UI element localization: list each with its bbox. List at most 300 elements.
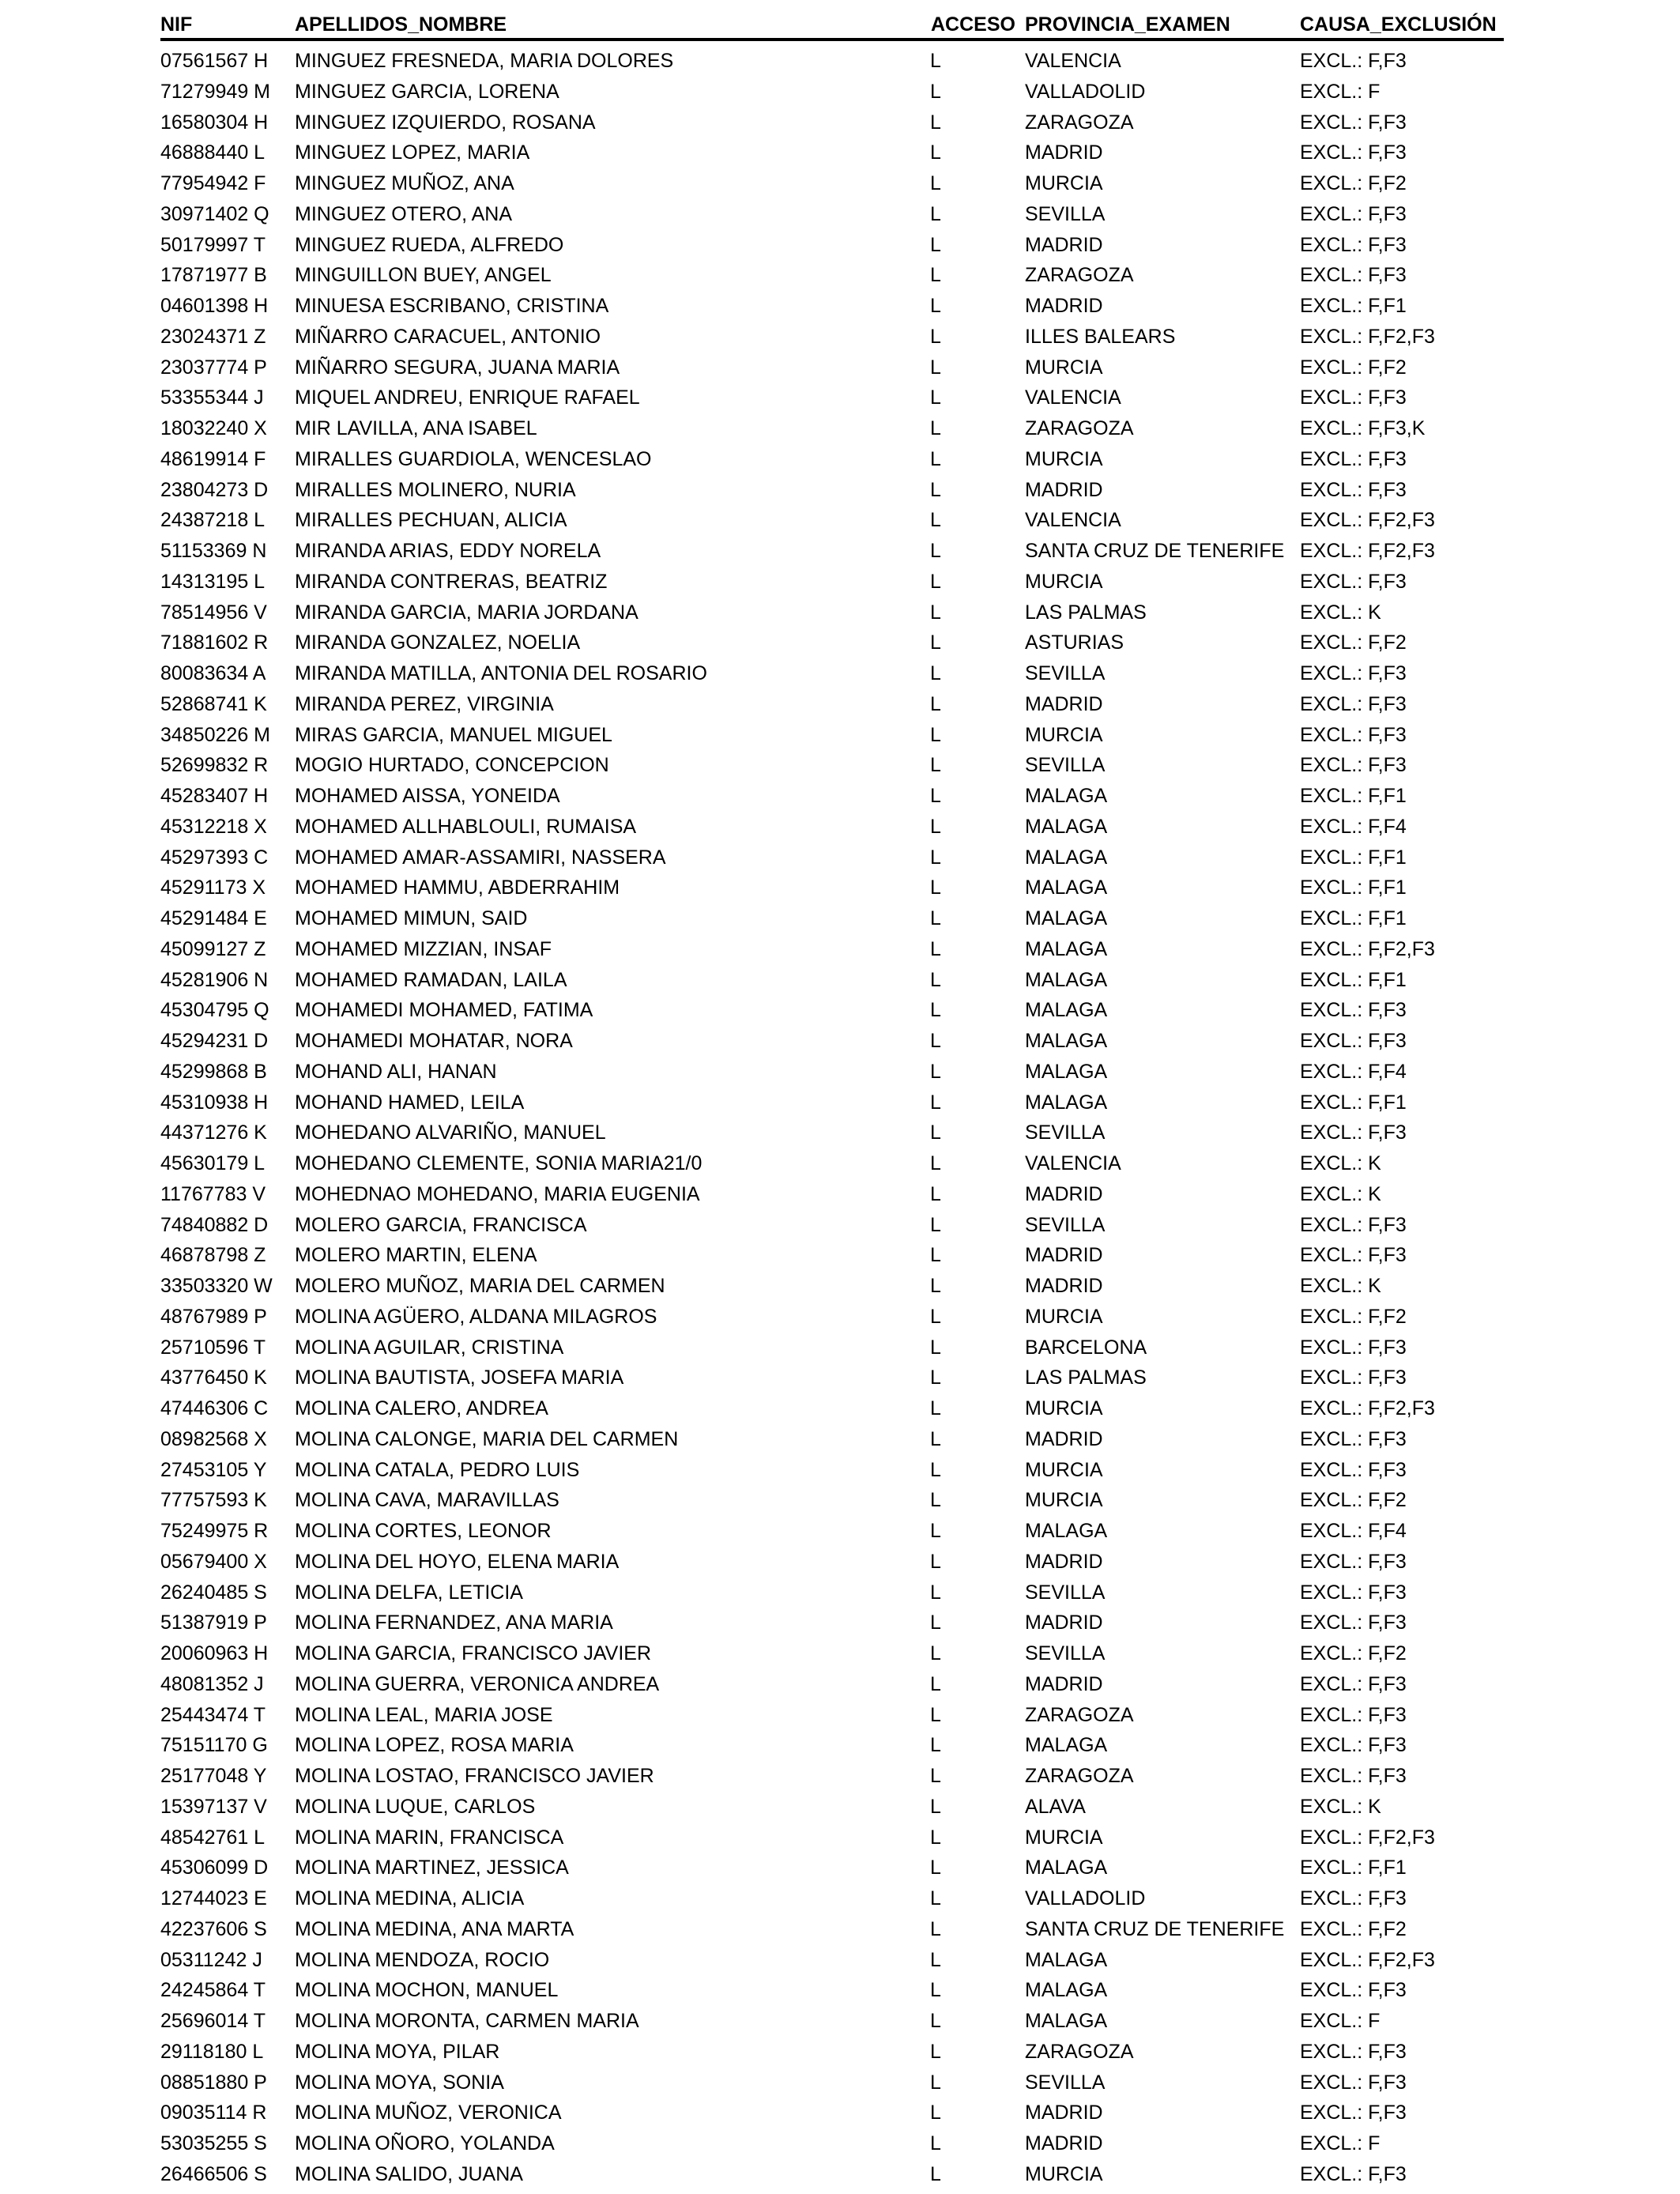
table-row: [160, 720, 1504, 751]
row-nif: 45306099 D: [160, 1857, 269, 1879]
row-nif: 71881602 R: [160, 631, 269, 654]
row-causa-exclusion: EXCL.: F,F3: [1300, 1213, 1407, 1236]
row-causa-exclusion: EXCL.: F,F3: [1300, 1734, 1407, 1757]
row-apellidos-nombre: MIÑARRO SEGURA, JUANA MARIA: [295, 356, 620, 379]
row-causa-exclusion: EXCL.: F,F3: [1300, 754, 1407, 777]
row-nif: 51387919 P: [160, 1612, 267, 1634]
table-row: [160, 1179, 1504, 1210]
row-causa-exclusion: EXCL.: F: [1300, 2010, 1381, 2032]
table-row: [160, 903, 1504, 934]
row-causa-exclusion: EXCL.: F,F3: [1300, 1979, 1407, 2002]
table-row: [160, 291, 1504, 322]
row-provincia-examen: MALAGA: [1025, 815, 1108, 838]
row-acceso: L: [930, 1244, 941, 1267]
table-row: [160, 781, 1504, 812]
row-causa-exclusion: EXCL.: F,F3: [1300, 1122, 1407, 1144]
row-causa-exclusion: EXCL.: F,F2,F3: [1300, 540, 1435, 562]
row-provincia-examen: MADRID: [1025, 295, 1103, 317]
row-apellidos-nombre: MINGUEZ GARCIA, LORENA: [295, 80, 559, 103]
row-provincia-examen: VALLADOLID: [1025, 80, 1146, 103]
row-provincia-examen: MURCIA: [1025, 1305, 1103, 1328]
row-provincia-examen: MADRID: [1025, 1182, 1103, 1205]
row-causa-exclusion: EXCL.: F,F3: [1300, 1427, 1407, 1450]
row-nif: 77954942 F: [160, 172, 266, 194]
row-apellidos-nombre: MINGUEZ IZQUIERDO, ROSANA: [295, 111, 596, 134]
row-acceso: L: [930, 2071, 941, 2094]
row-apellidos-nombre: MOLINA CALONGE, MARIA DEL CARMEN: [295, 1427, 679, 1450]
row-provincia-examen: MALAGA: [1025, 1979, 1108, 2002]
row-causa-exclusion: EXCL.: F,F3: [1300, 478, 1407, 501]
row-nif: 80083634 A: [160, 662, 266, 684]
row-apellidos-nombre: MOLINA MEDINA, ALICIA: [295, 1887, 525, 1909]
row-causa-exclusion: EXCL.: F,F3: [1300, 50, 1407, 72]
row-nif: 78514956 V: [160, 601, 267, 624]
row-apellidos-nombre: MOLINA GARCIA, FRANCISCO JAVIER: [295, 1642, 652, 1664]
row-nif: 45291484 E: [160, 907, 267, 929]
row-provincia-examen: ZARAGOZA: [1025, 264, 1134, 287]
row-causa-exclusion: EXCL.: F,F4: [1300, 1060, 1407, 1083]
table-row: [160, 689, 1504, 720]
row-provincia-examen: ILLES BALEARS: [1025, 325, 1176, 348]
row-apellidos-nombre: MIR LAVILLA, ANA ISABEL: [295, 417, 537, 439]
row-nif: 30971402 Q: [160, 202, 269, 225]
row-provincia-examen: ASTURIAS: [1025, 631, 1124, 654]
row-provincia-examen: MALAGA: [1025, 2010, 1108, 2032]
row-nif: 48619914 F: [160, 447, 266, 470]
row-causa-exclusion: EXCL.: F,F3: [1300, 723, 1407, 746]
row-apellidos-nombre: MIRANDA ARIAS, EDDY NORELA: [295, 540, 601, 562]
row-causa-exclusion: EXCL.: F,F2: [1300, 1305, 1407, 1328]
row-causa-exclusion: EXCL.: F,F2: [1300, 356, 1407, 379]
row-provincia-examen: SEVILLA: [1025, 1581, 1106, 1604]
row-acceso: L: [930, 2102, 941, 2124]
row-acceso: L: [930, 1857, 941, 1879]
row-causa-exclusion: EXCL.: K: [1300, 1152, 1381, 1174]
row-provincia-examen: MADRID: [1025, 1427, 1103, 1450]
row-acceso: L: [930, 723, 941, 746]
table-row: [160, 1148, 1504, 1179]
row-causa-exclusion: EXCL.: F,F3: [1300, 1703, 1407, 1726]
row-acceso: L: [930, 417, 941, 439]
table-header-row: [160, 11, 1504, 41]
row-acceso: L: [930, 1765, 941, 1787]
row-apellidos-nombre: MOLINA CALERO, ANDREA: [295, 1397, 548, 1419]
row-nif: 24387218 L: [160, 509, 266, 532]
table-row: [160, 352, 1504, 383]
row-apellidos-nombre: MOLINA CATALA, PEDRO LUIS: [295, 1458, 580, 1481]
row-acceso: L: [930, 662, 941, 684]
table-row: [160, 1210, 1504, 1241]
table-row: [160, 2098, 1504, 2128]
row-provincia-examen: MURCIA: [1025, 356, 1103, 379]
row-acceso: L: [930, 1887, 941, 1909]
row-nif: 52868741 K: [160, 692, 267, 715]
table-row: [160, 1302, 1504, 1333]
row-nif: 18032240 X: [160, 417, 267, 439]
row-causa-exclusion: EXCL.: F,F3: [1300, 1367, 1407, 1389]
row-acceso: L: [930, 509, 941, 532]
row-acceso: L: [930, 1672, 941, 1695]
row-apellidos-nombre: MIRALLES GUARDIOLA, WENCESLAO: [295, 447, 652, 470]
row-causa-exclusion: EXCL.: F,F3: [1300, 999, 1407, 1022]
row-nif: 45310938 H: [160, 1091, 269, 1114]
row-apellidos-nombre: MOLINA LEAL, MARIA JOSE: [295, 1703, 553, 1726]
row-nif: 42237606 S: [160, 1917, 267, 1940]
row-provincia-examen: VALENCIA: [1025, 50, 1121, 72]
row-nif: 45304795 Q: [160, 999, 269, 1022]
row-apellidos-nombre: MOLINA LUQUE, CARLOS: [295, 1795, 536, 1818]
table-row: [160, 46, 1504, 77]
row-provincia-examen: MALAGA: [1025, 1857, 1108, 1879]
header-nif: NIF: [160, 13, 193, 36]
row-apellidos-nombre: MINGUEZ RUEDA, ALFREDO: [295, 233, 564, 256]
row-causa-exclusion: EXCL.: F,F3: [1300, 1672, 1407, 1695]
row-provincia-examen: MURCIA: [1025, 1489, 1103, 1512]
row-apellidos-nombre: MOLINA SALIDO, JUANA: [295, 2162, 523, 2185]
row-acceso: L: [930, 233, 941, 256]
row-acceso: L: [930, 447, 941, 470]
row-apellidos-nombre: MOHAMEDI MOHAMED, FATIMA: [295, 999, 593, 1022]
row-nif: 74840882 D: [160, 1213, 269, 1236]
row-acceso: L: [930, 1612, 941, 1634]
row-apellidos-nombre: MOHAMED AISSA, YONEIDA: [295, 785, 560, 807]
row-acceso: L: [930, 1367, 941, 1389]
row-acceso: L: [930, 846, 941, 869]
table-row: [160, 1271, 1504, 1302]
header-provincia-examen: PROVINCIA_EXAMEN: [1025, 13, 1230, 36]
row-acceso: L: [930, 1397, 941, 1419]
row-provincia-examen: BARCELONA: [1025, 1336, 1147, 1359]
row-apellidos-nombre: MOLINA MUÑOZ, VERONICA: [295, 2102, 562, 2124]
table-row: [160, 812, 1504, 843]
row-apellidos-nombre: MINUESA ESCRIBANO, CRISTINA: [295, 295, 609, 317]
row-acceso: L: [930, 172, 941, 194]
row-nif: 25177048 Y: [160, 1765, 267, 1787]
table-row: [160, 1638, 1504, 1669]
row-causa-exclusion: EXCL.: F,F3: [1300, 692, 1407, 715]
table-row: [160, 658, 1504, 689]
row-causa-exclusion: EXCL.: F,F3: [1300, 1030, 1407, 1052]
row-nif: 45297393 C: [160, 846, 269, 869]
row-causa-exclusion: EXCL.: F,F3: [1300, 1765, 1407, 1787]
row-causa-exclusion: EXCL.: F,F2: [1300, 1642, 1407, 1664]
row-nif: 45630179 L: [160, 1152, 266, 1174]
row-apellidos-nombre: MOLINA MEDINA, ANA MARTA: [295, 1917, 574, 1940]
row-acceso: L: [930, 1275, 941, 1297]
row-provincia-examen: MURCIA: [1025, 723, 1103, 746]
row-acceso: L: [930, 1703, 941, 1726]
row-apellidos-nombre: MOLINA CORTES, LEONOR: [295, 1520, 552, 1542]
row-apellidos-nombre: MINGUEZ FRESNEDA, MARIA DOLORES: [295, 50, 674, 72]
row-acceso: L: [930, 1795, 941, 1818]
table-row: [160, 168, 1504, 199]
row-nif: 24245864 T: [160, 1979, 266, 2002]
row-causa-exclusion: EXCL.: F,F1: [1300, 1857, 1407, 1879]
row-nif: 08851880 P: [160, 2071, 267, 2094]
row-causa-exclusion: EXCL.: F,F1: [1300, 785, 1407, 807]
row-nif: 45312218 X: [160, 815, 267, 838]
row-nif: 05679400 X: [160, 1550, 267, 1573]
row-nif: 45283407 H: [160, 785, 269, 807]
row-nif: 17871977 B: [160, 264, 267, 287]
row-acceso: L: [930, 325, 941, 348]
table-row: [160, 2159, 1504, 2190]
row-provincia-examen: SEVILLA: [1025, 1213, 1106, 1236]
row-provincia-examen: MALAGA: [1025, 907, 1108, 929]
row-causa-exclusion: EXCL.: F,F2: [1300, 1917, 1407, 1940]
row-nif: 45294231 D: [160, 1030, 269, 1052]
row-nif: 71279949 M: [160, 80, 271, 103]
row-provincia-examen: MADRID: [1025, 233, 1103, 256]
row-acceso: L: [930, 2162, 941, 2185]
row-nif: 48081352 J: [160, 1672, 264, 1695]
row-nif: 23037774 P: [160, 356, 267, 379]
table-row: [160, 1975, 1504, 2006]
row-causa-exclusion: EXCL.: K: [1300, 1795, 1381, 1818]
row-apellidos-nombre: MOHAMED ALLHABLOULI, RUMAISA: [295, 815, 637, 838]
row-causa-exclusion: EXCL.: F,F2,F3: [1300, 937, 1435, 960]
row-causa-exclusion: EXCL.: F,F4: [1300, 1520, 1407, 1542]
row-acceso: L: [930, 1550, 941, 1573]
row-apellidos-nombre: MOHAMED MIZZIAN, INSAF: [295, 937, 552, 960]
row-provincia-examen: MALAGA: [1025, 846, 1108, 869]
row-causa-exclusion: EXCL.: F,F3: [1300, 1581, 1407, 1604]
table-row: [160, 1945, 1504, 1976]
row-acceso: L: [930, 876, 941, 899]
row-nif: 08982568 X: [160, 1427, 267, 1450]
row-apellidos-nombre: MIRALLES PECHUAN, ALICIA: [295, 509, 567, 532]
row-causa-exclusion: EXCL.: F,F3: [1300, 111, 1407, 134]
row-nif: 15397137 V: [160, 1795, 267, 1818]
row-causa-exclusion: EXCL.: F,F2,F3: [1300, 1948, 1435, 1971]
row-apellidos-nombre: MOLINA CAVA, MARAVILLAS: [295, 1489, 559, 1512]
row-acceso: L: [930, 540, 941, 562]
row-provincia-examen: MALAGA: [1025, 785, 1108, 807]
row-causa-exclusion: EXCL.: F,F1: [1300, 907, 1407, 929]
row-nif: 48542761 L: [160, 1826, 266, 1849]
row-provincia-examen: MURCIA: [1025, 172, 1103, 194]
row-causa-exclusion: EXCL.: F,F3: [1300, 2102, 1407, 2124]
row-causa-exclusion: EXCL.: F,F1: [1300, 876, 1407, 899]
row-causa-exclusion: EXCL.: F,F3: [1300, 662, 1407, 684]
row-causa-exclusion: EXCL.: F,F3: [1300, 202, 1407, 225]
row-acceso: L: [930, 1152, 941, 1174]
row-apellidos-nombre: MOLINA DEL HOYO, ELENA MARIA: [295, 1550, 620, 1573]
table-row: [160, 322, 1504, 352]
row-causa-exclusion: EXCL.: K: [1300, 1182, 1381, 1205]
table-row: [160, 138, 1504, 168]
table-row: [160, 965, 1504, 996]
row-provincia-examen: SEVILLA: [1025, 662, 1106, 684]
row-nif: 26466506 S: [160, 2162, 267, 2185]
table-row: [160, 1363, 1504, 1393]
row-acceso: L: [930, 80, 941, 103]
row-apellidos-nombre: MOLINA MARTINEZ, JESSICA: [295, 1857, 569, 1879]
row-causa-exclusion: EXCL.: F,F3,K: [1300, 417, 1426, 439]
row-nif: 45281906 N: [160, 968, 269, 991]
row-causa-exclusion: EXCL.: F,F3: [1300, 386, 1407, 409]
table-row: [160, 1240, 1504, 1271]
row-nif: 09035114 R: [160, 2102, 267, 2124]
row-provincia-examen: MADRID: [1025, 141, 1103, 164]
row-provincia-examen: MALAGA: [1025, 999, 1108, 1022]
row-acceso: L: [930, 50, 941, 72]
row-provincia-examen: SEVILLA: [1025, 1642, 1106, 1664]
row-acceso: L: [930, 1826, 941, 1849]
table-row: [160, 1853, 1504, 1883]
row-causa-exclusion: EXCL.: F,F2,F3: [1300, 1397, 1435, 1419]
table-row: [160, 1792, 1504, 1823]
row-provincia-examen: ZARAGOZA: [1025, 1703, 1134, 1726]
row-acceso: L: [930, 478, 941, 501]
row-causa-exclusion: EXCL.: F,F3: [1300, 233, 1407, 256]
row-acceso: L: [930, 1336, 941, 1359]
row-acceso: L: [930, 1305, 941, 1328]
row-acceso: L: [930, 1979, 941, 2002]
row-causa-exclusion: EXCL.: F,F3: [1300, 1887, 1407, 1909]
row-acceso: L: [930, 1122, 941, 1144]
table-row: [160, 1761, 1504, 1792]
row-acceso: L: [930, 202, 941, 225]
row-provincia-examen: MADRID: [1025, 1672, 1103, 1695]
row-apellidos-nombre: MINGUEZ OTERO, ANA: [295, 202, 513, 225]
row-apellidos-nombre: MOLINA OÑORO, YOLANDA: [295, 2132, 555, 2154]
table-row: [160, 1578, 1504, 1608]
row-provincia-examen: MALAGA: [1025, 1030, 1108, 1052]
row-nif: 25696014 T: [160, 2010, 266, 2032]
row-apellidos-nombre: MIRALLES MOLINERO, NURIA: [295, 478, 576, 501]
row-provincia-examen: MALAGA: [1025, 1091, 1108, 1114]
row-apellidos-nombre: MOLINA MARIN, FRANCISCA: [295, 1826, 564, 1849]
row-acceso: L: [930, 1427, 941, 1450]
table-row: [160, 1485, 1504, 1516]
table-row: [160, 1118, 1504, 1148]
row-causa-exclusion: EXCL.: F,F2,F3: [1300, 325, 1435, 348]
row-nif: 26240485 S: [160, 1581, 267, 1604]
header-acceso: ACCESO: [931, 13, 1015, 36]
row-acceso: L: [930, 1642, 941, 1664]
row-nif: 45099127 Z: [160, 937, 266, 960]
row-acceso: L: [930, 815, 941, 838]
row-apellidos-nombre: MIÑARRO CARACUEL, ANTONIO: [295, 325, 601, 348]
row-nif: 12744023 E: [160, 1887, 267, 1909]
table-row: [160, 1883, 1504, 1914]
row-acceso: L: [930, 1030, 941, 1052]
row-nif: 33503320 W: [160, 1275, 273, 1297]
row-apellidos-nombre: MOHAMEDI MOHATAR, NORA: [295, 1030, 573, 1052]
row-provincia-examen: MADRID: [1025, 1550, 1103, 1573]
row-nif: 52699832 R: [160, 754, 269, 777]
row-acceso: L: [930, 1917, 941, 1940]
row-nif: 53035255 S: [160, 2132, 267, 2154]
row-acceso: L: [930, 356, 941, 379]
row-nif: 53355344 J: [160, 386, 264, 409]
row-causa-exclusion: EXCL.: F,F3: [1300, 1336, 1407, 1359]
row-nif: 29118180 L: [160, 2040, 264, 2063]
row-apellidos-nombre: MOHEDANO CLEMENTE, SONIA MARIA21/0: [295, 1152, 703, 1174]
row-apellidos-nombre: MOLERO MARTIN, ELENA: [295, 1244, 537, 1267]
row-causa-exclusion: EXCL.: F,F3: [1300, 1612, 1407, 1634]
row-apellidos-nombre: MIRANDA GONZALEZ, NOELIA: [295, 631, 581, 654]
row-acceso: L: [930, 1458, 941, 1481]
row-causa-exclusion: EXCL.: F,F3: [1300, 2162, 1407, 2185]
table-row: [160, 598, 1504, 628]
row-nif: 27453105 Y: [160, 1458, 267, 1481]
row-apellidos-nombre: MOHAMED AMAR-ASSAMIRI, NASSERA: [295, 846, 666, 869]
exclusion-list-sheet: [160, 11, 1504, 2190]
row-provincia-examen: MURCIA: [1025, 1458, 1103, 1481]
table-row: [160, 1823, 1504, 1853]
row-acceso: L: [930, 1182, 941, 1205]
row-provincia-examen: MADRID: [1025, 2102, 1103, 2124]
row-provincia-examen: MADRID: [1025, 1612, 1103, 1634]
row-acceso: L: [930, 968, 941, 991]
row-causa-exclusion: EXCL.: F,F1: [1300, 1091, 1407, 1114]
row-acceso: L: [930, 1948, 941, 1971]
table-row: [160, 260, 1504, 291]
row-provincia-examen: VALENCIA: [1025, 1152, 1121, 1174]
row-provincia-examen: VALLADOLID: [1025, 1887, 1146, 1909]
table-row: [160, 444, 1504, 475]
row-nif: 25710596 T: [160, 1336, 266, 1359]
row-causa-exclusion: EXCL.: F,F2: [1300, 1489, 1407, 1512]
row-acceso: L: [930, 2010, 941, 2032]
row-apellidos-nombre: MOHAMED HAMMU, ABDERRAHIM: [295, 876, 620, 899]
table-row: [160, 413, 1504, 444]
table-row: [160, 2068, 1504, 2098]
row-causa-exclusion: EXCL.: K: [1300, 1275, 1381, 1297]
row-apellidos-nombre: MOLINA AGÜERO, ALDANA MILAGROS: [295, 1305, 657, 1328]
row-provincia-examen: SANTA CRUZ DE TENERIFE: [1025, 540, 1285, 562]
row-provincia-examen: MURCIA: [1025, 447, 1103, 470]
row-apellidos-nombre: MOHEDANO ALVARIÑO, MANUEL: [295, 1122, 606, 1144]
row-acceso: L: [930, 1213, 941, 1236]
row-nif: 43776450 K: [160, 1367, 267, 1389]
row-apellidos-nombre: MOLINA AGUILAR, CRISTINA: [295, 1336, 564, 1359]
row-acceso: L: [930, 937, 941, 960]
row-causa-exclusion: EXCL.: F,F2: [1300, 631, 1407, 654]
row-causa-exclusion: EXCL.: K: [1300, 601, 1381, 624]
row-apellidos-nombre: MINGUEZ MUÑOZ, ANA: [295, 172, 514, 194]
row-provincia-examen: MADRID: [1025, 478, 1103, 501]
header-causa-exclusion: CAUSA_EXCLUSIÓN: [1300, 13, 1497, 36]
table-row: [160, 1455, 1504, 1486]
table-row: [160, 383, 1504, 413]
row-causa-exclusion: EXCL.: F,F3: [1300, 141, 1407, 164]
table-row: [160, 2128, 1504, 2159]
row-acceso: L: [930, 1091, 941, 1114]
table-row: [160, 1914, 1504, 1945]
row-acceso: L: [930, 2132, 941, 2154]
row-acceso: L: [930, 601, 941, 624]
row-provincia-examen: MURCIA: [1025, 570, 1103, 593]
row-nif: 05311242 J: [160, 1948, 262, 1971]
row-nif: 44371276 K: [160, 1122, 267, 1144]
table-row: [160, 1547, 1504, 1578]
table-row: [160, 995, 1504, 1026]
table-body: [160, 46, 1504, 2190]
table-row: [160, 628, 1504, 658]
row-provincia-examen: MALAGA: [1025, 1734, 1108, 1757]
row-causa-exclusion: EXCL.: F: [1300, 2132, 1381, 2154]
row-causa-exclusion: EXCL.: F,F3: [1300, 570, 1407, 593]
row-nif: 75151170 G: [160, 1734, 268, 1757]
row-apellidos-nombre: MOLINA LOPEZ, ROSA MARIA: [295, 1734, 574, 1757]
row-nif: 48767989 P: [160, 1305, 267, 1328]
row-provincia-examen: MADRID: [1025, 692, 1103, 715]
row-causa-exclusion: EXCL.: F,F3: [1300, 447, 1407, 470]
row-acceso: L: [930, 141, 941, 164]
